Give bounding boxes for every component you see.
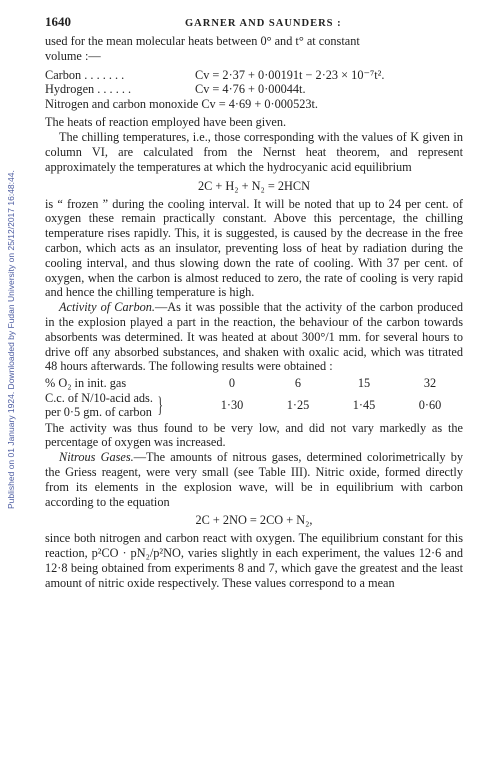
heat-row-nitrogen [45,97,463,112]
results-table [45,376,463,420]
intro-line-1: used for the mean molecular heats between 0° and t° at constant [45,34,360,48]
heat-name: Nitrogen and carbon monoxide [45,96,199,111]
table-cell: 6 [294,376,302,391]
heat-formula: Cv = 4·76 + 0·00044t. [195,82,306,97]
heat-formula: Cv = 4·69 + 0·000523t. [201,96,319,111]
equation-nitric-oxide: 2C + 2NO = 2CO + N₂, [195,513,313,528]
table-cell: 1·30 [220,397,244,412]
heat-row-hydrogen [45,82,463,97]
table-row [45,391,463,420]
running-head: GARNER AND SAUNDERS : [185,18,342,29]
table-row [45,376,463,391]
paragraph-heats: The heats of reaction employed have been given. [45,115,287,130]
table-cell: 1·25 [286,397,310,412]
heat-name: Hydrogen . . . . . . [45,82,132,97]
heat-formula: Cv = 2·37 + 0·00191t − 2·23 × 10⁻⁷t². [195,67,385,82]
row-label-acid-line-2: per 0·5 gm. of carbon [45,405,152,420]
table-cell: 0·60 [418,397,442,412]
table-cell: 1·45 [352,397,376,412]
page-header [45,14,463,34]
paragraph-chilling-1: The chilling temperatures, i.e., those corresponding with the values of K given in column VI, are calculated from the Nernst heat theorem, and represent approximately the temperatures at which the hydrocyanic acid equilibrium [45,130,463,174]
page [45,14,463,591]
paragraph-chilling-2: is “ frozen ” during the cooling interval. It will be noted that up to 24 per cent. of oxygen these remain practically constant. Above this percentage, the chilling temperature rises rapidly. This, it is suggested, is caused by the decrease in the free carbon, which acts as an insulator, preventing loss of heat by radiation during the cooling interval, and thus slowing down the rate of cooling. With 37 per cent. of oxygen, when the carbon is almost reduced to zero, the rate of cooling is very rapid and hence the chilling temperature is high. [45,196,463,300]
table-cell: 15 [357,376,371,391]
equation-hcn: 2C + H₂ + N₂ = 2HCN [197,178,311,193]
nitrous-heading: Nitrous Gases. [59,450,134,465]
row-label-acid-line-1: C.c. of N/10-acid ads. [45,390,153,405]
table-cell: 0 [228,376,236,391]
activity-text: —As it was possible that the activity of the carbon produced in the explosion played a part in the reaction, the behaviour of the carbon towards absorbents was determined. It was heated at about 300°/1 mm. for several hours to drive off any absorbed substances, and shaken with oxalic acid, which was titrated 48 hours afterwards. The following results were obtained : [45,300,463,374]
intro-line-2: volume :— [45,48,101,63]
paragraph-final: since both nitrogen and carbon react with oxygen. The equilibrium constant for this reaction, p²CO · pN₂/p²NO, varies slightly in each experiment, the values 12·6 and 12·8 being obtained from experiments 8 and 7, which gave the greatest and the least amount of nitric oxide respectively. These values correspond to a mean [45,531,463,590]
activity-heading: Activity of Carbon. [59,300,155,315]
paragraph-activity-result: The activity was thus found to be very low, and did not vary markedly as the percentage of oxygen was increased. [45,420,463,450]
row-label-acid [45,391,199,420]
nitrous-text: —The amounts of nitrous gases, determined colorimetrically by the Griess reagent, were very small (see Table III). Nitric oxide, formed directly from its elements in the explosion wave, will be in equilibrium with carbon according to the equation [45,450,463,509]
table-cell: 32 [423,376,437,391]
page-number: 1640 [45,14,71,29]
heat-name: Carbon . . . . . . . [45,67,125,82]
brace-icon: } [157,392,163,418]
paragraph-nitrous [45,450,463,509]
heat-row-carbon [45,68,463,83]
row-label-oxygen: % O₂ in init. gas [45,376,127,391]
download-notice: Published on 01 January 1924. Downloaded by Fudan University on 25/12/2017 16:48:44. [6,170,16,510]
paragraph-activity [45,300,463,374]
